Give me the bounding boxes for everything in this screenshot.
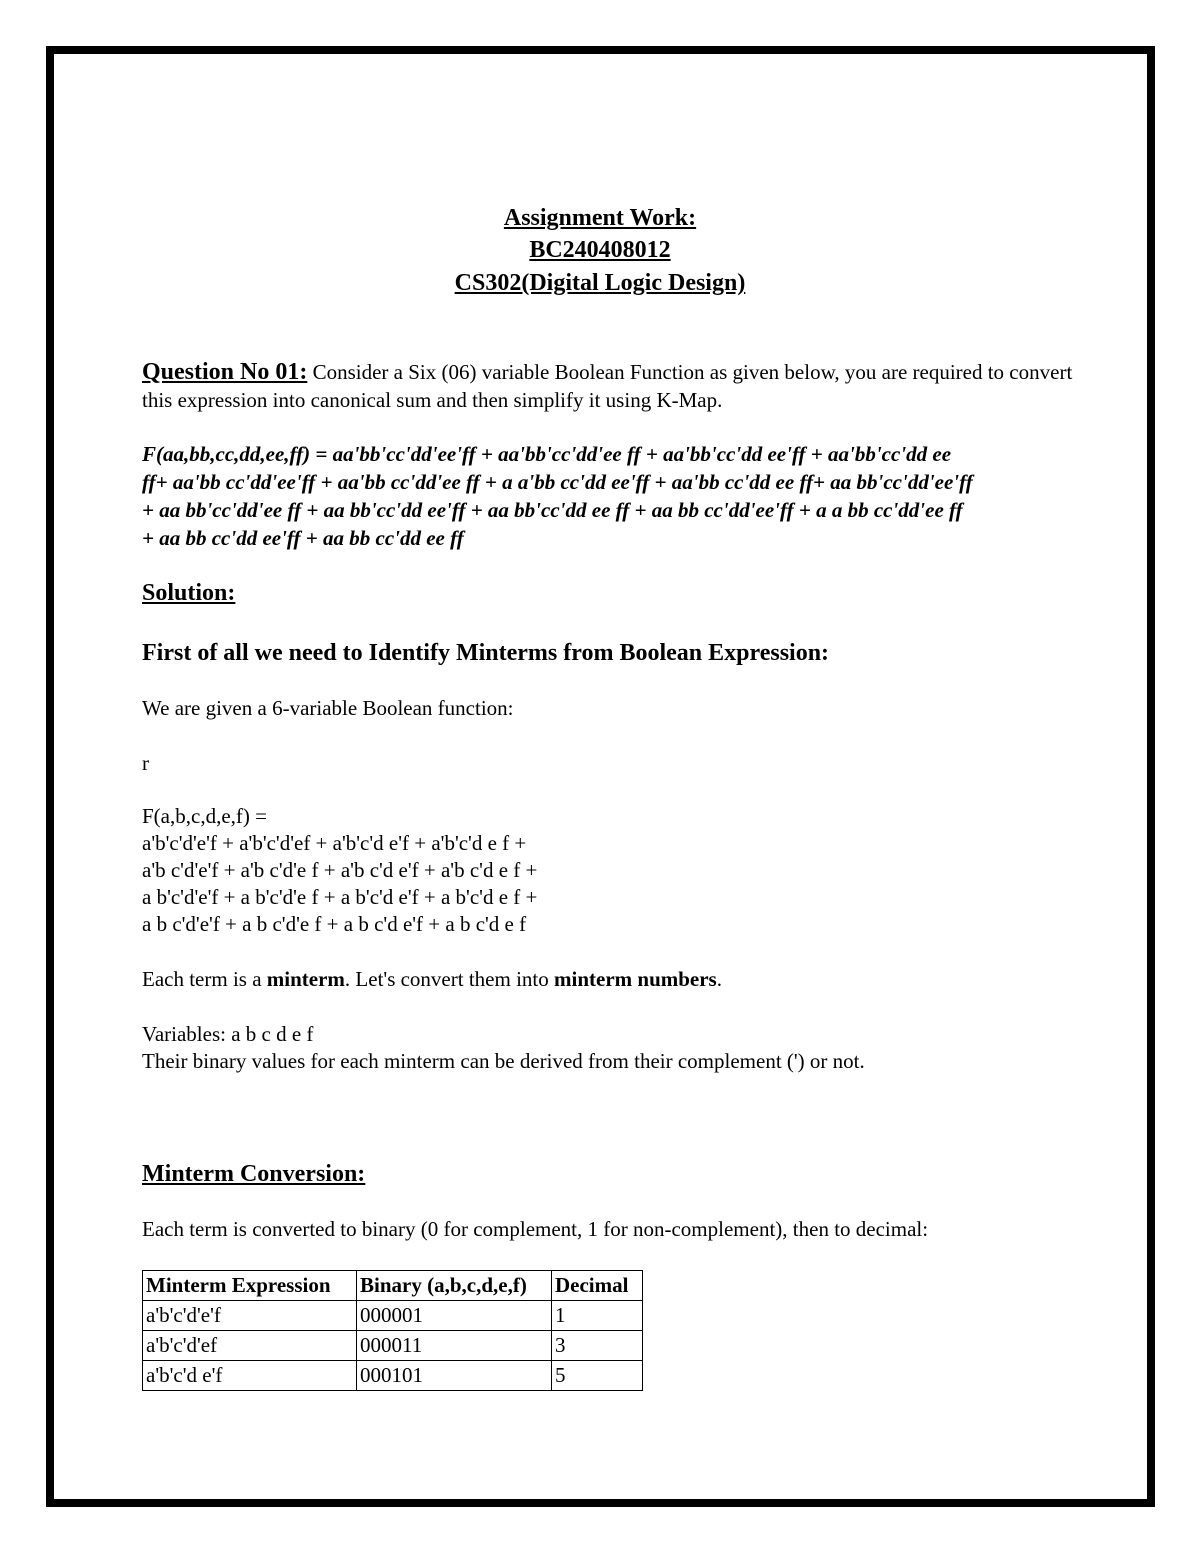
minterm-note bbox=[142, 966, 722, 993]
expression-line: F(a,b,c,d,e,f) = bbox=[142, 804, 267, 828]
cell-binary: 000101 bbox=[357, 1361, 552, 1391]
table-row bbox=[143, 1361, 643, 1391]
variables-block bbox=[142, 1021, 865, 1075]
conversion-intro: Each term is converted to binary (0 for complement, 1 for non-complement), then to decimal: bbox=[142, 1217, 929, 1241]
expression-line: a'b'c'd'e'f + a'b'c'd'ef + a'b'c'd e'f + a'b'c'd e f + bbox=[142, 831, 527, 855]
function-line: + aa bb cc'dd ee'ff + aa bb cc'dd ee ff bbox=[142, 526, 464, 550]
cell-expression: a'b'c'd'e'f bbox=[143, 1301, 357, 1331]
question-text: Consider a Six (06) variable Boolean Function as given below, you are required to convert this expression into canonical sum and then simplify it using K-Map. bbox=[142, 360, 1073, 412]
cell-decimal: 3 bbox=[552, 1331, 643, 1361]
expression-line: a'b c'd'e'f + a'b c'd'e f + a'b c'd e'f + a'b c'd e f + bbox=[142, 858, 538, 882]
note-text: . bbox=[716, 967, 722, 991]
header-minterm-expression: Minterm Expression bbox=[143, 1271, 357, 1301]
cell-binary: 000001 bbox=[357, 1301, 552, 1331]
cell-decimal: 1 bbox=[552, 1301, 643, 1331]
note-text: . Let's convert them into bbox=[344, 967, 554, 991]
cell-decimal: 5 bbox=[552, 1361, 643, 1391]
step-heading: First of all we need to Identify Minterms from Boolean Expression: bbox=[142, 640, 830, 666]
function-line: + aa bb'cc'dd'ee ff + aa bb'cc'dd ee'ff + aa bb'cc'dd ee ff + aa bb cc'dd'ee'ff + a a bb cc'dd'ee ff bbox=[142, 498, 963, 522]
expression-line: a b c'd'e'f + a b c'd'e f + a b c'd e'f + a b c'd e f bbox=[142, 912, 527, 936]
question-label: Question No 01: bbox=[142, 359, 308, 385]
table-row bbox=[143, 1301, 643, 1331]
table-row bbox=[143, 1331, 643, 1361]
boolean-function bbox=[142, 440, 1082, 552]
conversion-heading: Minterm Conversion: bbox=[142, 1161, 366, 1187]
expression-line: a b'c'd'e'f + a b'c'd'e f + a b'c'd e'f + a b'c'd e f + bbox=[142, 885, 538, 909]
cell-binary: 000011 bbox=[357, 1331, 552, 1361]
note-bold-minterm-numbers: minterm numbers bbox=[554, 967, 717, 991]
minterm-table bbox=[142, 1270, 643, 1391]
course-title: CS302(Digital Logic Design) bbox=[454, 270, 746, 296]
solution-heading: Solution: bbox=[142, 580, 236, 606]
cell-expression: a'b'c'd'ef bbox=[143, 1331, 357, 1361]
student-id: BC240408012 bbox=[529, 237, 671, 263]
note-bold-minterm: minterm bbox=[266, 967, 345, 991]
note-text: Each term is a bbox=[142, 967, 267, 991]
stray-character: r bbox=[142, 751, 149, 775]
header-binary: Binary (a,b,c,d,e,f) bbox=[357, 1271, 552, 1301]
binary-note: Their binary values for each minterm can be derived from their complement (') or not. bbox=[142, 1049, 865, 1073]
assignment-title: Assignment Work: bbox=[503, 205, 697, 231]
function-line: ff+ aa'bb cc'dd'ee'ff + aa'bb cc'dd'ee ff + a a'bb cc'dd ee'ff + aa'bb cc'dd ee ff+ aa bb'cc'dd'ee'ff bbox=[142, 470, 973, 494]
variables-line: Variables: a b c d e f bbox=[142, 1022, 314, 1046]
question-paragraph bbox=[142, 358, 1082, 414]
expression-block bbox=[142, 803, 537, 938]
given-text: We are given a 6-variable Boolean function: bbox=[142, 696, 514, 720]
table-header-row bbox=[143, 1271, 643, 1301]
function-line: F(aa,bb,cc,dd,ee,ff) = aa'bb'cc'dd'ee'ff + aa'bb'cc'dd'ee ff + aa'bb'cc'dd ee'ff + aa'bb'cc'dd ee bbox=[142, 442, 952, 466]
cell-expression: a'b'c'd e'f bbox=[143, 1361, 357, 1391]
header-decimal: Decimal bbox=[552, 1271, 643, 1301]
